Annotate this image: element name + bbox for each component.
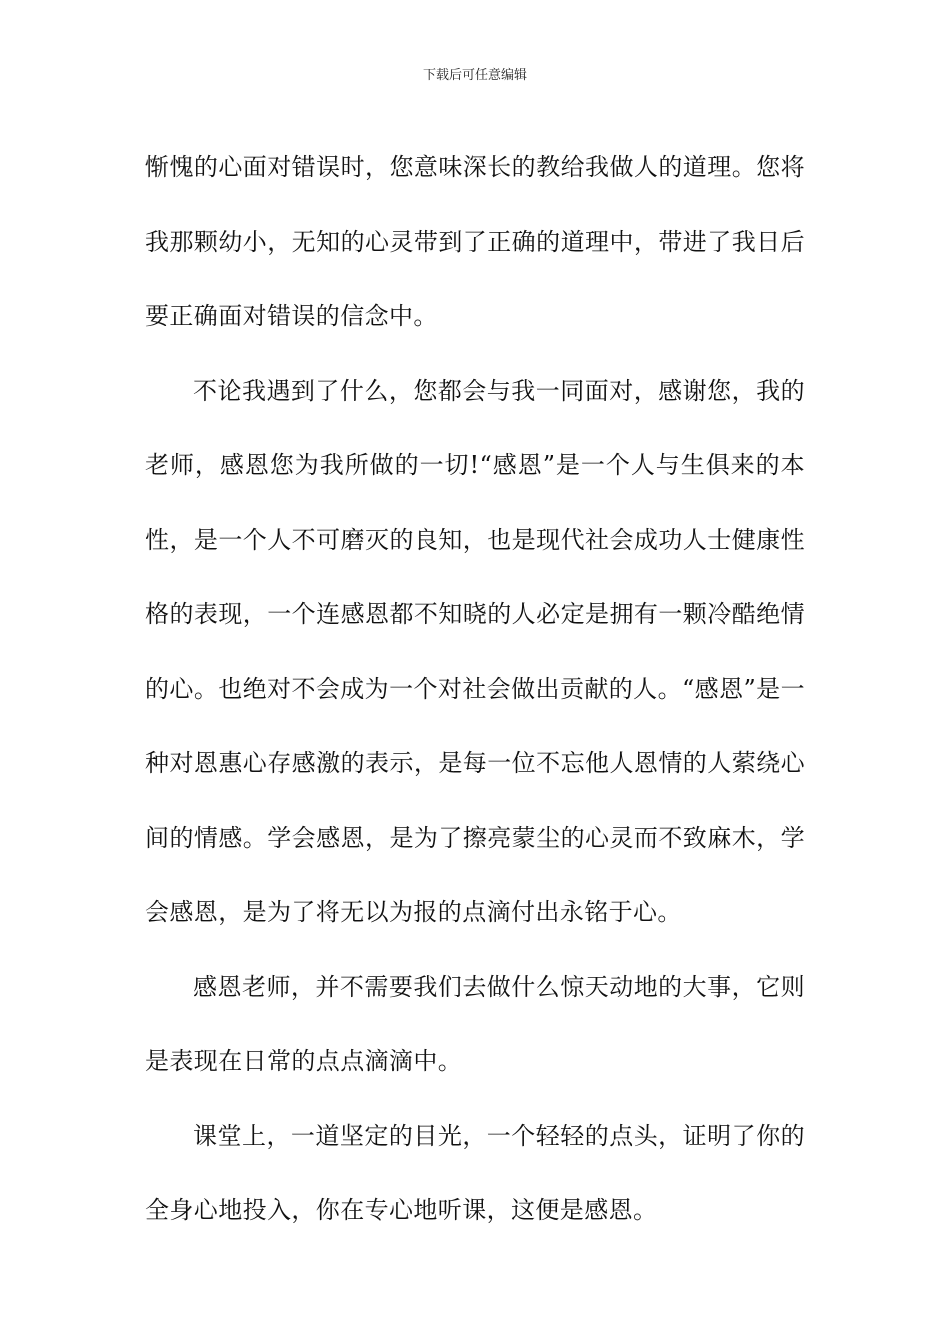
paragraph-2: 不论我遇到了什么，您都会与我一同面对，感谢您，我的老师，感恩您为我所做的一切!“感恩”是一个人与生俱来的本性，是一个人不可磨灭的良知，也是现代社会成功人士健康性格的表现，一个连感恩都不知晓的人必定是拥有一颗冷酷绝情的心。也绝对不会成为一个对社会做出贡献的人。“感恩”是一种对恩惠心存感激的表示，是每一位不忘他人恩情的人萦绕心间的情感。学会感恩，是为了擦亮蒙尘的心灵而不致麻木，学会感恩，是为了将无以为报的点滴付出永铭于心。 (145, 376, 805, 926)
document-body (145, 130, 805, 1248)
paragraph-1: 惭愧的心面对错误时，您意味深长的教给我做人的道理。您将我那颗幼小，无知的心灵带到了正确的道理中，带进了我日后要正确面对错误的信念中。 (145, 153, 805, 330)
page-header-note: 下载后可任意编辑 (422, 68, 527, 83)
paragraph-4: 课堂上，一道坚定的目光，一个轻轻的点头，证明了你的全身心地投入，你在专心地听课，这便是感恩。 (145, 1121, 805, 1224)
paragraph-3: 感恩老师，并不需要我们去做什么惊天动地的大事，它则是表现在日常的点点滴滴中。 (145, 972, 805, 1075)
